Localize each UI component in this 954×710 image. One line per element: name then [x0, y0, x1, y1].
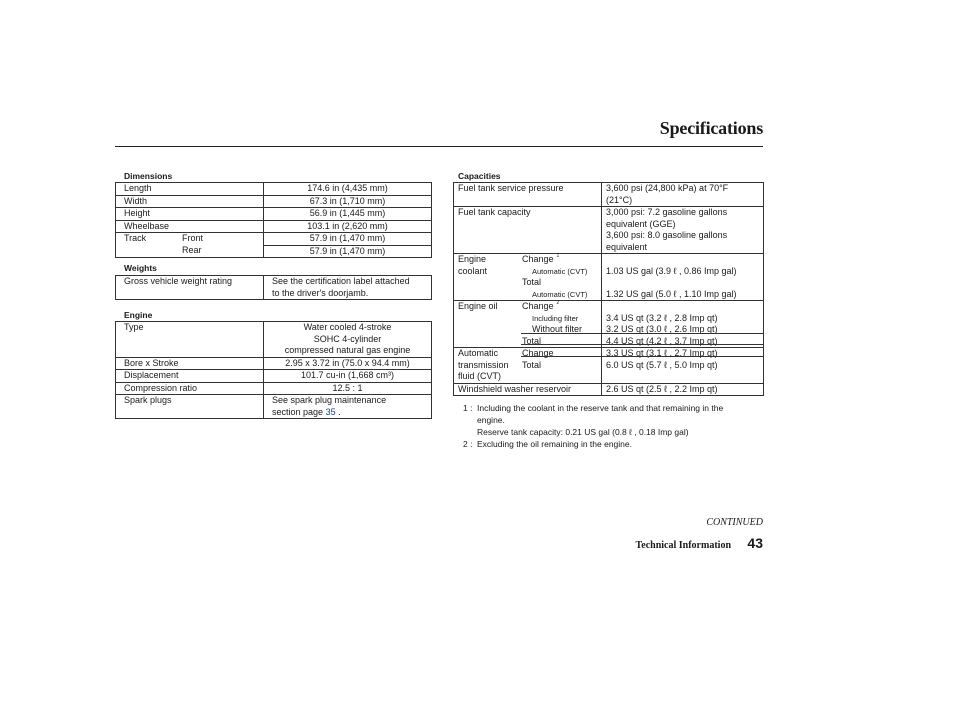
coolant-value-cell — [602, 254, 764, 301]
fuel-cap-line4: equivalent — [606, 241, 648, 252]
track-front-value: 57.9 in (1,470 mm) — [264, 233, 432, 246]
footnotes — [463, 402, 763, 450]
section-label: Technical Information — [635, 540, 731, 551]
row-label: Length — [116, 183, 264, 196]
coolant-change-value: 1.03 US gal (3.9 ℓ , 0.86 Imp gal) — [606, 265, 737, 276]
gvwr-line1: See the certification label attached — [272, 276, 410, 286]
track-rear-value: 57.9 in (1,470 mm) — [264, 245, 432, 258]
oil-total: Total — [522, 335, 542, 346]
atf-total-value: 6.0 US qt (5.7 ℓ , 5.0 Imp qt) — [606, 359, 718, 370]
track-label: Track — [124, 233, 147, 243]
engine-table — [115, 321, 432, 419]
coolant-total-value: 1.32 US gal (5.0 ℓ , 1.10 Imp gal) — [606, 288, 737, 299]
fuel-cap-line1: 3,000 psi: 7.2 gasoline gallons — [606, 207, 728, 217]
row-value: 2.95 x 3.72 in (75.0 x 94.4 mm) — [264, 357, 432, 370]
table-row — [454, 183, 764, 207]
note2-line1: Excluding the oil remaining in the engine. — [477, 439, 632, 449]
table-row — [116, 357, 432, 370]
spark-line2 — [272, 407, 427, 419]
table-row — [116, 183, 432, 196]
dimensions-table — [115, 182, 432, 258]
continued-label: CONTINUED — [706, 517, 763, 528]
atf-total: Total — [522, 359, 542, 370]
capacities-heading: Capacities — [458, 171, 501, 181]
coolant-change-sub: Automatic (CVT) — [532, 266, 588, 276]
row-label: Compression ratio — [116, 382, 264, 395]
row-value: 56.9 in (1,445 mm) — [264, 208, 432, 221]
track-front-label: Front — [182, 233, 204, 243]
row-label: Type — [116, 322, 264, 358]
table-row — [116, 220, 432, 233]
note1-key: 1 : — [463, 403, 473, 413]
table-row — [116, 382, 432, 395]
table-row — [116, 395, 432, 419]
coolant-note-ref: 1 — [556, 253, 560, 259]
engine-type-line2: SOHC 4-cylinder — [313, 333, 382, 344]
row-label: Gross vehicle weight rating — [116, 276, 264, 300]
table-row — [116, 233, 432, 246]
weights-heading: Weights — [124, 263, 157, 273]
row-label: Displacement — [116, 370, 264, 383]
fuel-pressure-line1: 3,600 psi (24,800 kPa) at 70°F — [606, 183, 729, 193]
row-value: 174.6 in (4,435 mm) — [264, 183, 432, 196]
track-rear-cell — [116, 245, 264, 258]
table-row — [454, 207, 764, 254]
row-value — [602, 207, 764, 254]
row-label: Width — [116, 195, 264, 208]
page-number: 43 — [747, 535, 763, 551]
capacities-table — [453, 182, 764, 396]
oil-label-cell — [454, 301, 602, 348]
row-value: 101.7 cu-in (1,668 cm³) — [264, 370, 432, 383]
row-value: 67.3 in (1,710 mm) — [264, 195, 432, 208]
table-row — [116, 322, 432, 358]
table-row — [116, 276, 432, 300]
oil-value-cell — [602, 301, 764, 348]
page-35-link[interactable]: 35 — [325, 406, 336, 417]
gvwr-line2: to the driver's doorjamb. — [272, 287, 369, 298]
table-row — [116, 370, 432, 383]
coolant-label1: Engine — [458, 254, 487, 264]
weights-table — [115, 275, 432, 300]
coolant-label2: coolant — [458, 265, 488, 276]
oil-change: Change — [522, 301, 554, 311]
row-label: Fuel tank capacity — [454, 207, 602, 254]
spark-line2-suffix: . — [338, 406, 341, 417]
coolant-change: Change — [522, 254, 554, 264]
row-value — [264, 276, 432, 300]
row-value — [602, 183, 764, 207]
table-row — [116, 208, 432, 221]
oil-total-value: 4.4 US qt (4.2 ℓ , 3.7 Imp qt) — [606, 335, 718, 346]
coolant-total: Total — [522, 277, 542, 287]
spark-line1: See spark plug maintenance — [272, 395, 387, 405]
table-row — [116, 245, 432, 258]
coolant-total-sub: Automatic (CVT) — [532, 289, 588, 299]
atf-value-cell — [602, 348, 764, 384]
track-rear-label: Rear — [182, 245, 202, 255]
engine-type-line1: Water cooled 4-stroke — [303, 322, 392, 332]
atf-label-cell — [454, 348, 602, 384]
fuel-cap-line2: equivalent (GGE) — [606, 218, 676, 229]
row-label: Fuel tank service pressure — [454, 183, 602, 207]
atf-label1: Automatic — [458, 348, 499, 358]
fuel-pressure-line2: (21°C) — [606, 194, 633, 205]
spark-line2-prefix: section page — [272, 406, 324, 417]
note2-key: 2 : — [463, 439, 473, 449]
oil-label: Engine oil — [458, 301, 498, 311]
oil-filter-divider — [521, 333, 763, 334]
table-row — [454, 301, 764, 348]
dimensions-heading: Dimensions — [124, 171, 173, 181]
engine-type-line3: compressed natural gas engine — [284, 345, 411, 355]
row-label: Windshield washer reservoir — [454, 383, 602, 396]
table-row — [116, 195, 432, 208]
oil-incl-filter: Including filter — [532, 313, 579, 323]
title-divider — [115, 146, 763, 147]
row-label: Wheelbase — [116, 220, 264, 233]
atf-change-divider — [521, 356, 763, 357]
row-value: 2.6 US qt (2.5 ℓ , 2.2 Imp qt) — [602, 383, 764, 396]
oil-without-value: 3.2 US qt (3.0 ℓ , 2.6 Imp qt) — [606, 324, 718, 334]
track-label-cell — [116, 233, 264, 246]
fuel-cap-line3: 3,600 psi: 8.0 gasoline gallons — [606, 230, 728, 240]
coolant-label-cell — [454, 254, 602, 301]
atf-label3: fluid (CVT) — [458, 371, 502, 381]
page-title: Specifications — [659, 118, 763, 138]
row-value — [264, 395, 432, 419]
table-row — [454, 254, 764, 301]
row-value: 12.5 : 1 — [264, 382, 432, 395]
table-row — [454, 348, 764, 384]
atf-change: Change — [522, 348, 554, 358]
row-value — [264, 322, 432, 358]
row-value: 103.1 in (2,620 mm) — [264, 220, 432, 233]
atf-label2: transmission — [458, 359, 509, 370]
note1-line2: engine. — [477, 415, 505, 425]
note1-line1: Including the coolant in the reserve tank and that remaining in the — [477, 403, 724, 413]
engine-heading: Engine — [124, 310, 153, 320]
oil-total-divider — [521, 344, 763, 345]
note1-line3: Reserve tank capacity: 0.21 US gal (0.8 ℓ , 0.18 Imp gal) — [477, 427, 689, 437]
row-label: Height — [116, 208, 264, 221]
oil-without-filter: Without filter — [532, 324, 583, 334]
row-label: Bore x Stroke — [116, 357, 264, 370]
atf-change-value: 3.3 US qt (3.1 ℓ , 2.7 Imp qt) — [606, 348, 718, 358]
row-label: Spark plugs — [116, 395, 264, 419]
oil-note-ref: 2 — [556, 300, 560, 306]
table-row — [454, 383, 764, 396]
oil-incl-value: 3.4 US qt (3.2 ℓ , 2.8 Imp qt) — [606, 312, 718, 323]
